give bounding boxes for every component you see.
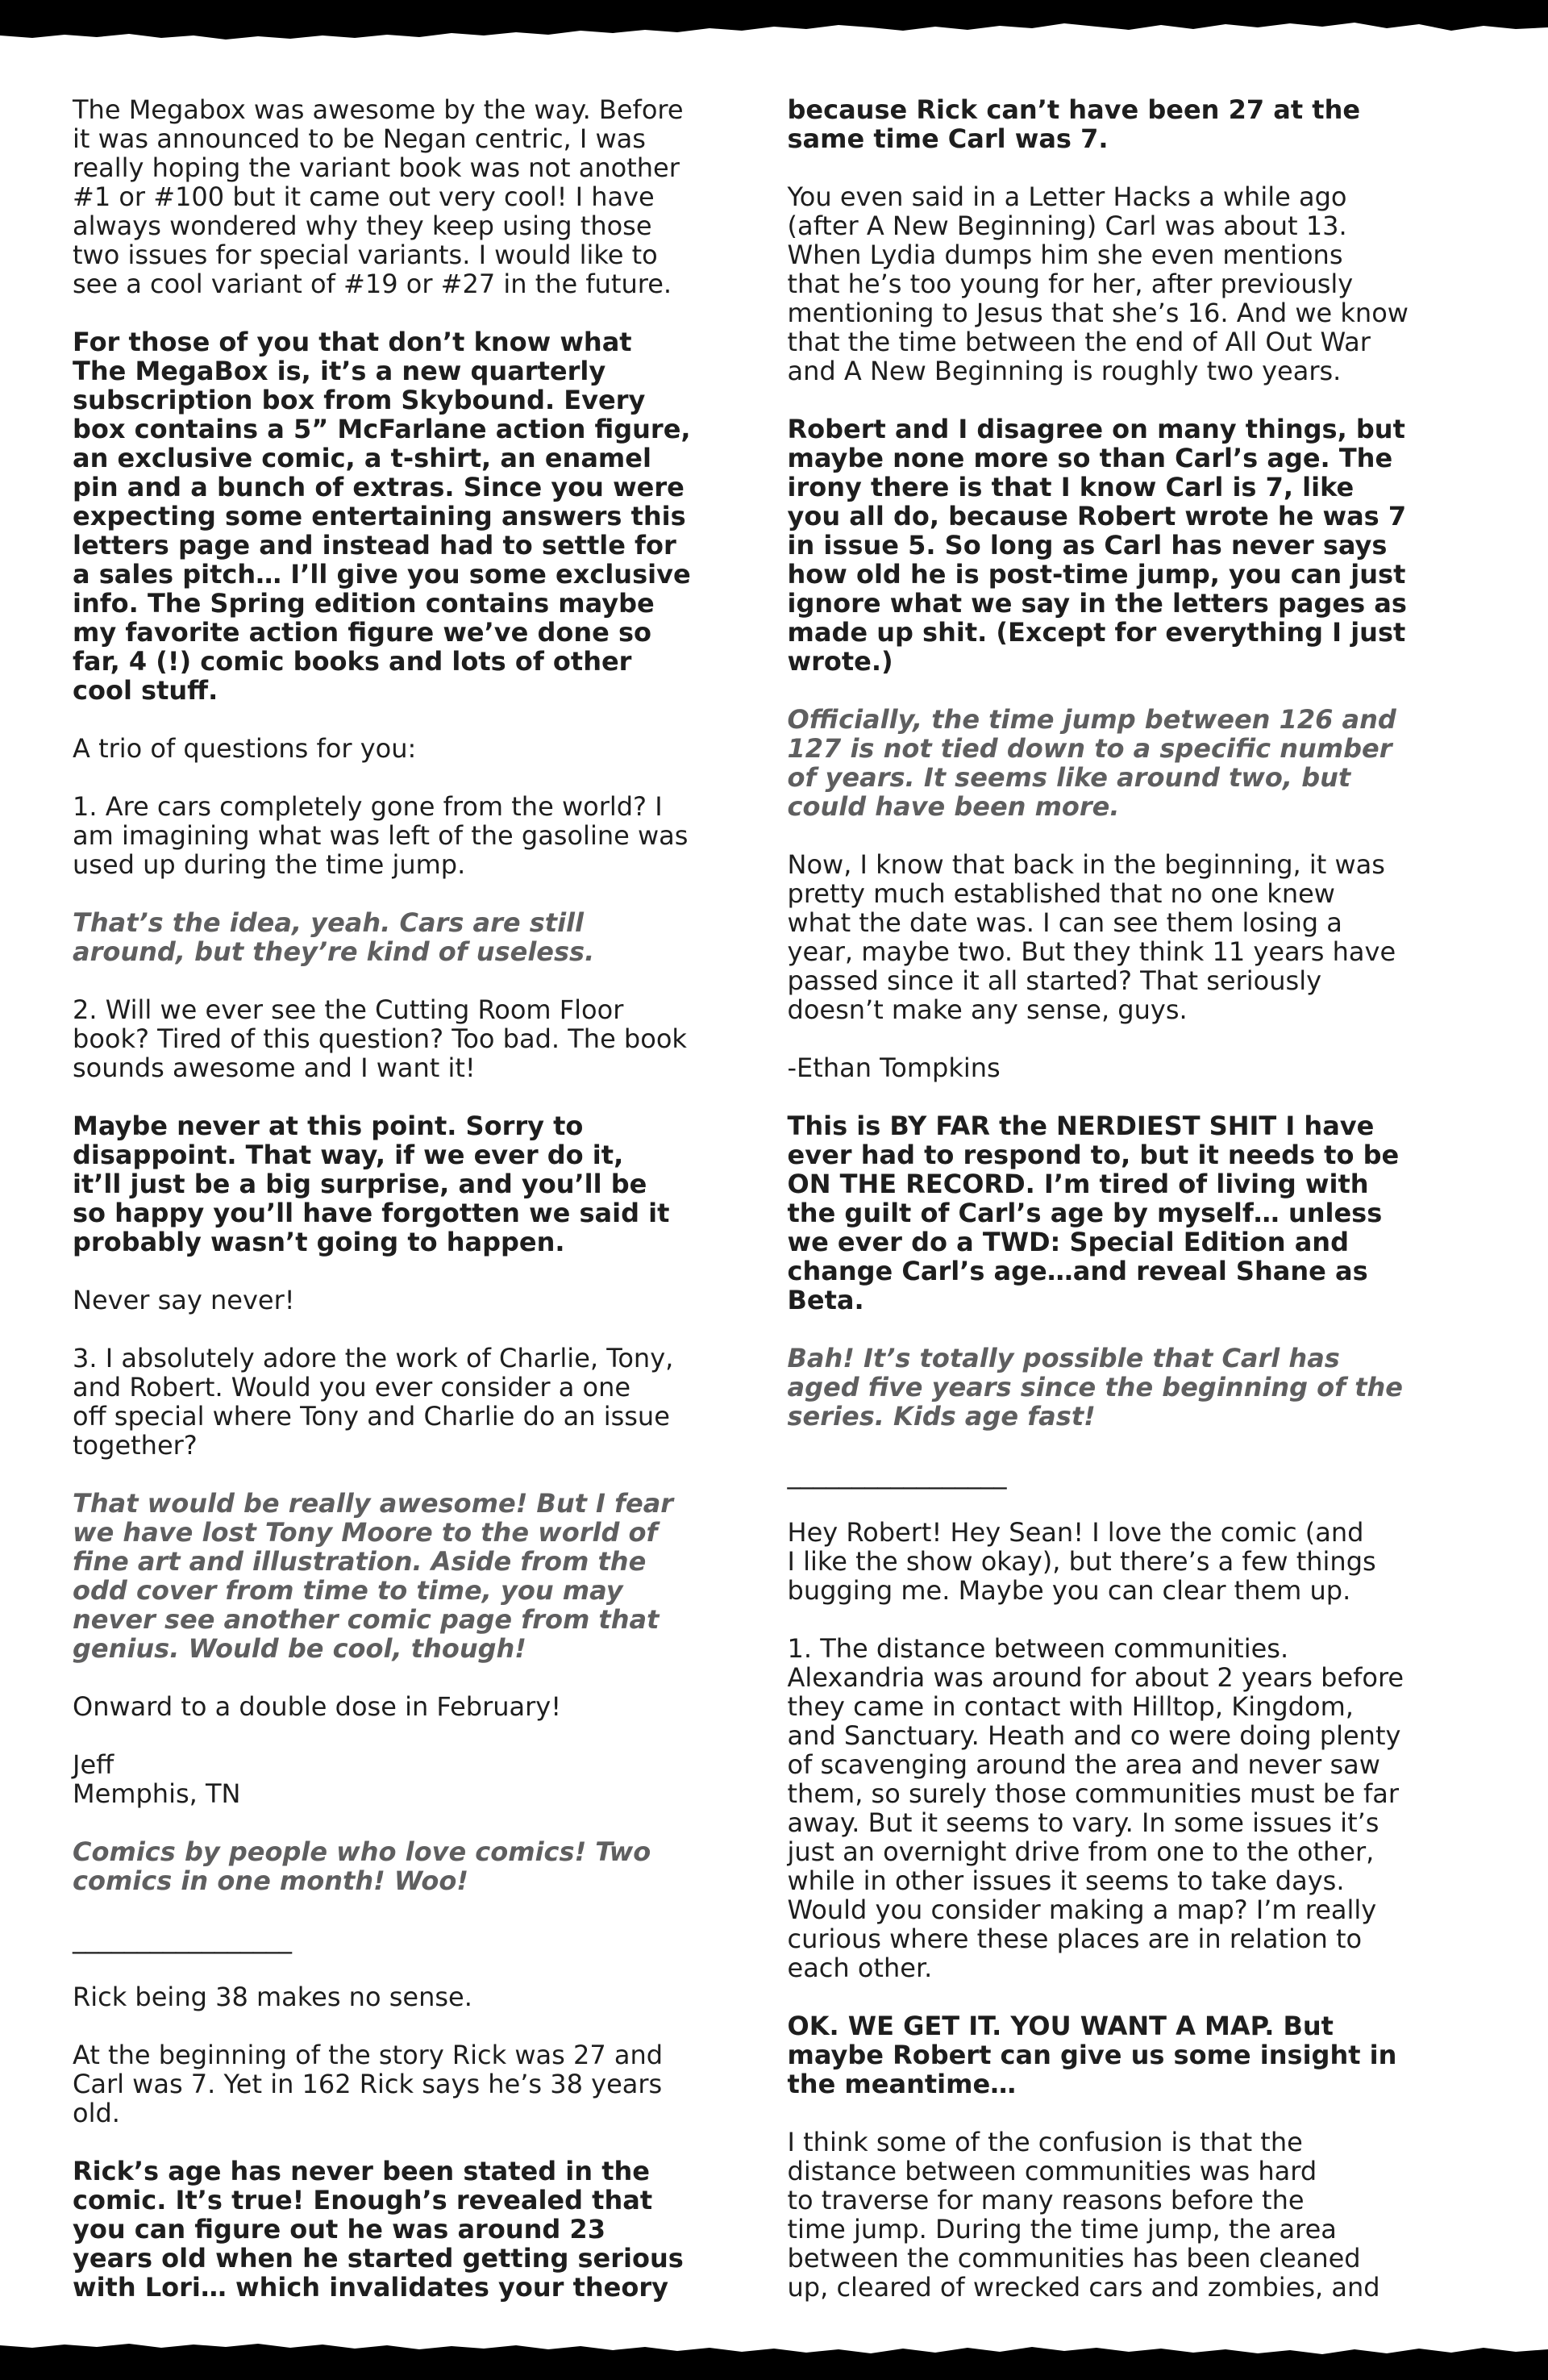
robert-reply-paragraph: That’s the idea, yeah. Cars are still around, but they’re kind of useless.: [73, 907, 595, 967]
editor-reply-paragraph: Maybe never at this point. Sorry to disappoint. That way, if we ever do it, it’ll just be a big surprise, and you’ll be so happy you’ll have forgotten we said it probably wasn’t going to happen.: [73, 1111, 670, 1257]
editor-reply-paragraph: because Rick can’t have been 27 at the same time Carl was 7.: [787, 94, 1361, 154]
letter-paragraph: Never say never!: [73, 1285, 295, 1315]
letter-paragraph: I think some of the confusion is that the distance between communities was hard to traverse for many reasons before the time jump. During the time jump, the area between the communities has been cleaned up, cleared of wrecked cars and zombies, and: [787, 2127, 1380, 2303]
letter-separator: _________________: [787, 1459, 1007, 1490]
letter-paragraph: A trio of questions for you:: [73, 733, 417, 764]
letter-paragraph: -Ethan Tompkins: [787, 1052, 1001, 1083]
right-column: [788, 95, 1492, 2331]
robert-reply-paragraph: That would be really awesome! But I fear we have lost Tony Moore to the world of fine art and illustration. Aside from the odd cover from time to time, you may never see another comic page from that genius. Would be cool, though!: [73, 1488, 674, 1664]
letter-paragraph: 1. Are cars completely gone from the world? I am imagining what was left of the gasoline was used up during the time jump.: [73, 791, 689, 880]
editor-reply-paragraph: Robert and I disagree on many things, but maybe none more so than Carl’s age. The irony there is that I know Carl is 7, like you all do, because Robert wrote he was 7 in issue 5. So long as Carl has never says how old he is post-time jump, you can just ignore what we say in the letters pages as made up shit. (Except for everything I just wrote.): [787, 414, 1407, 677]
ragged-bottom-border: [0, 2332, 1548, 2380]
letter-paragraph: 3. I absolutely adore the work of Charlie, Tony, and Robert. Would you ever consider a one off special where Tony and Charlie do an issue together?: [73, 1343, 674, 1461]
letter-paragraph: At the beginning of the story Rick was 27 and Carl was 7. Yet in 162 Rick says he’s 38 years old.: [73, 2040, 664, 2128]
letter-paragraph: Jeff Memphis, TN: [73, 1749, 241, 1809]
letter-paragraph: The Megabox was awesome by the way. Before it was announced to be Negan centric, I was really hoping the variant book was not another #1 or #100 but it came out very cool! I have always wondered why they keep using those two issues for special variants. I would like to see a cool variant of #19 or #27 in the future.: [73, 94, 684, 299]
letter-paragraph: 1. The distance between communities. Alexandria was around for about 2 years before they came in contact with Hilltop, Kingdom, and Sanctuary. Heath and co were doing plenty of scavenging around the area and never saw them, so surely those communities must be far away. But it seems to vary. In some issues it’s just an overnight drive from one to the other, while in other issues it seems to take days. Would you consider making a map? I’m really curious where these places are in relation to each other.: [787, 1633, 1404, 1983]
editor-reply-paragraph: For those of you that don’t know what The MegaBox is, it’s a new quarterly subscription box from Skybound. Every box contains a 5” McFarlane action figure, an exclusive comic, a t-shirt, an enamel pin and a bunch of extras. Since you were expecting some entertaining answers this letters page and instead had to settle for a sales pitch… I’ll give you some exclusive info. The Spring edition contains maybe my favorite action figure we’ve done so far, 4 (!) comic books and lots of other cool stuff.: [73, 327, 691, 706]
letters-page: [73, 95, 1492, 2331]
robert-reply-paragraph: Comics by people who love comics! Two comics in one month! Woo!: [73, 1836, 651, 1896]
letter-separator: _________________: [73, 1924, 292, 1954]
editor-reply-paragraph: This is BY FAR the NERDIEST SHIT I have ever had to respond to, but it needs to be ON THE RECORD. I’m tired of living with the guilt of Carl’s age by myself… unless we ever do a TWD: Special Edition and change Carl’s age…and reveal Shane as Beta.: [787, 1111, 1400, 1315]
editor-reply-paragraph: Rick’s age has never been stated in the comic. It’s true! Enough’s revealed that you can figure out he was around 23 years old when he started getting serious with Lori… which invalidates your theory: [73, 2156, 684, 2303]
letter-paragraph: 2. Will we ever see the Cutting Room Floor book? Tired of this question? Too bad. The book sounds awesome and I want it!: [73, 994, 687, 1083]
letter-paragraph: Hey Robert! Hey Sean! I love the comic (and I like the show okay), but there’s a few things bugging me. Maybe you can clear them up.: [787, 1517, 1376, 1606]
left-column: [73, 95, 777, 2331]
editor-reply-paragraph: OK. WE GET IT. YOU WANT A MAP. But maybe Robert can give us some insight in the meantime…: [787, 2011, 1397, 2099]
robert-reply-paragraph: Bah! It’s totally possible that Carl has aged five years since the beginning of the series. Kids age fast!: [787, 1343, 1403, 1432]
letter-paragraph: You even said in a Letter Hacks a while ago (after A New Beginning) Carl was about 13. When Lydia dumps him she even mentions that he’s too young for her, after previously mentioning to Jesus that she’s 16. And we know that the time between the end of All Out War and A New Beginning is roughly two years.: [787, 181, 1409, 386]
letter-paragraph: Onward to a double dose in February!: [73, 1691, 562, 1722]
letter-paragraph: Rick being 38 makes no sense.: [73, 1982, 472, 2012]
ragged-top-border: [0, 0, 1548, 48]
robert-reply-paragraph: Officially, the time jump between 126 and 127 is not tied down to a specific number of years. It seems like around two, but could have been more.: [787, 704, 1396, 822]
letter-paragraph: Now, I know that back in the beginning, it was pretty much established that no one knew what the date was. I can see them losing a year, maybe two. But they think 11 years have passed since it all started? That seriously doesn’t make any sense, guys.: [787, 849, 1396, 1025]
